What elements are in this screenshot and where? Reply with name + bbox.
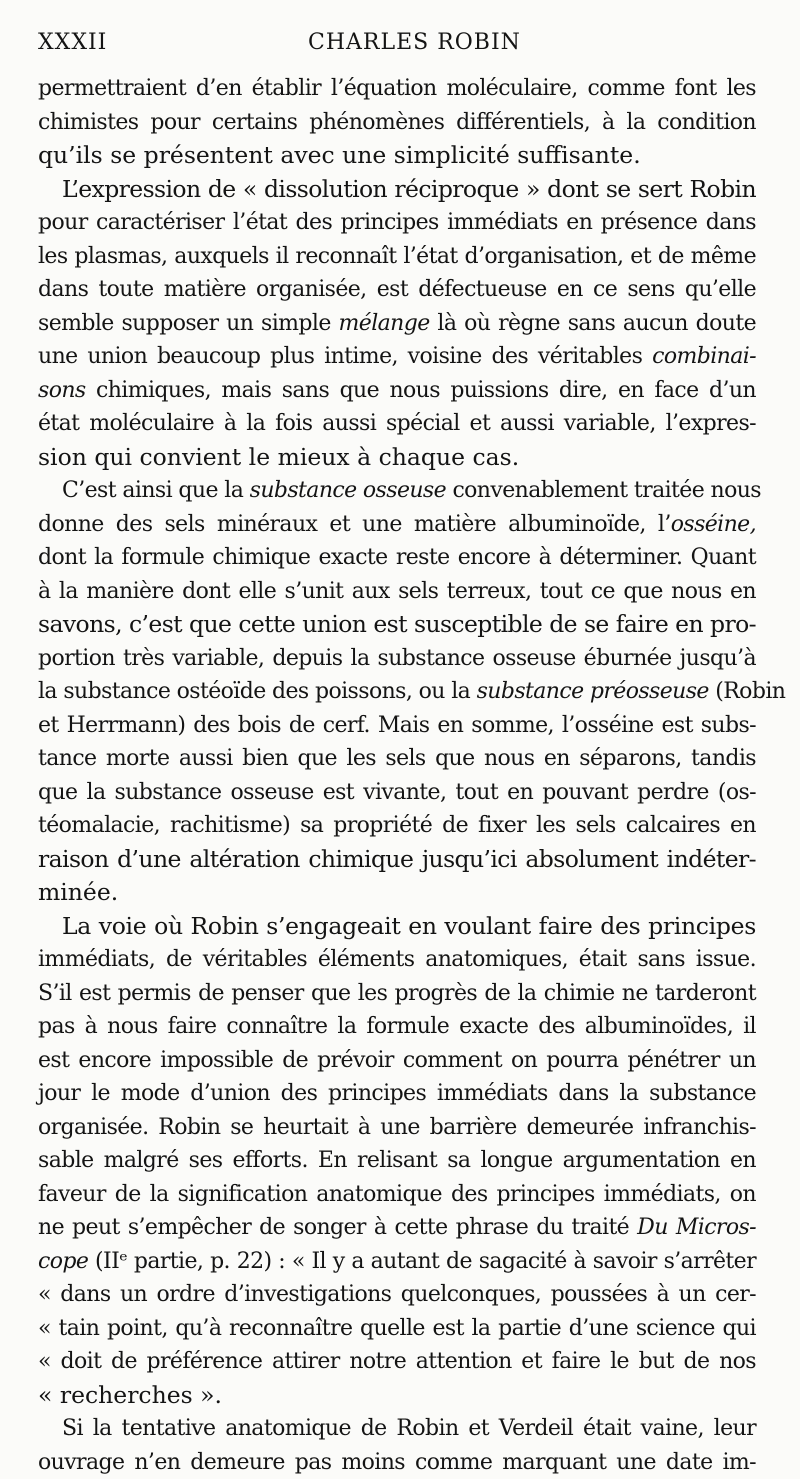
text-run: la substance ostéoïde des poissons, ou la [38,679,477,704]
text-line [38,441,756,475]
text-run: téomalacie, rachitisme) sa propriété de fixer les sels calcaires en [38,813,756,838]
text-line [38,72,756,106]
paragraph [38,72,756,173]
text-run: La voie où Robin s’engageait en voulant faire des principes [62,912,756,940]
text-line [38,776,756,810]
text-run: organisée. Robin se heurtait à une barrière demeurée infranchis- [38,1115,756,1140]
text-run: minée. [38,878,118,906]
italic-text: osséine, [671,512,756,537]
text-line [38,642,756,676]
text-run: sable malgré ses efforts. En relisant sa longue argumentation en [38,1148,756,1173]
text-run: savons, c’est que cette union est susceptible de se faire en pro- [38,610,756,638]
text-line [38,575,756,609]
body-text [38,72,756,1479]
text-run: permettraient d’en établir l’équation moléculaire, comme font les [38,76,756,101]
text-line [38,1044,756,1078]
text-line [38,1211,756,1245]
text-run: sion qui convient le mieux à chaque cas. [38,443,519,471]
text-run: « recherches ». [38,1381,222,1409]
text-line [38,1077,756,1111]
text-line [38,709,756,743]
text-run: une union beaucoup plus intime, voisine des véritables [38,344,652,369]
italic-text: substance préosseuse [477,679,709,704]
text-run: semble supposer un simple [38,311,339,336]
text-run: là où règne sans aucun doute [430,311,756,336]
text-run: que la substance osseuse est vivante, tout en pouvant perdre (os- [38,780,756,805]
italic-text: Du Micros- [637,1215,756,1240]
text-line [38,1178,756,1212]
text-run: raison d’une altération chimique jusqu’ici absolument indéter- [38,845,756,873]
text-line [38,340,756,374]
text-run: dont la formule chimique exacte reste encore à déterminer. Quant [38,545,756,570]
text-run: les plasmas, auxquels il reconnaît l’état d’organisation, et de même [38,244,756,269]
paragraph [38,173,756,475]
text-line [38,843,756,877]
text-line [38,1312,756,1346]
text-line [38,474,756,508]
text-line [38,206,756,240]
text-line [38,876,756,910]
text-run: ouvrage n’en demeure pas moins comme marquant une date im- [38,1450,756,1475]
text-line [38,1245,756,1279]
text-run: portion très variable, depuis la substance osseuse éburnée jusqu’à [38,646,756,671]
text-run: chimistes pour certains phénomènes différentiels, à la condition [38,110,756,135]
text-run: C’est ainsi que la [62,478,250,503]
italic-text: combinai- [652,344,756,369]
text-run: (IIᵉ partie, p. 22) : « Il y a autant de sagacité à savoir s’arrêter [88,1249,756,1274]
text-line [38,608,756,642]
italic-text: sons [38,378,86,403]
paragraph [38,1412,756,1479]
text-run: donne des sels minéraux et une matière albuminoïde, l’ [38,512,671,537]
text-run: pas à nous faire connaître la formule exacte des albuminoïdes, il [38,1014,756,1039]
paragraph [38,910,756,1413]
text-line [38,106,756,140]
text-run: « doit de préférence attirer notre attention et faire le but de nos [38,1349,756,1374]
text-run: dans toute matière organisée, est défectueuse en ce sens qu’elle [38,277,756,302]
text-run: S’il est permis de penser que les progrès de la chimie ne tarderont [38,981,756,1006]
italic-text: substance osseuse [250,478,446,503]
text-line [38,910,756,944]
text-run: ne peut s’empêcher de songer à cette phrase du traité [38,1215,637,1240]
text-line [38,273,756,307]
text-line [38,977,756,1011]
text-line [38,541,756,575]
text-line [38,407,756,441]
text-line [38,742,756,776]
text-line [38,1345,756,1379]
text-run: état moléculaire à la fois aussi spécial et aussi variable, l’expres- [38,411,756,436]
paragraph [38,474,756,910]
text-line [38,139,756,173]
text-run: L’expression de « dissolution réciproque » dont se sert Robin [62,175,756,203]
text-line [38,943,756,977]
text-run: tance morte aussi bien que les sels que nous en séparons, tandis [38,746,756,771]
text-line [38,1010,756,1044]
text-run: qu’ils se présentent avec une simplicité suffisante. [38,141,641,169]
text-line [38,374,756,408]
text-run: (Robin [709,679,785,704]
text-run: pour caractériser l’état des principes immédiats en présence dans [38,210,756,235]
text-run: faveur de la signification anatomique des principes immédiats, on [38,1182,756,1207]
page-number: XXXII [38,30,107,55]
italic-text: mélange [339,311,430,336]
text-line [38,307,756,341]
text-line [38,508,756,542]
text-line [38,240,756,274]
text-run: est encore impossible de prévoir comment on pourra pénétrer un [38,1048,756,1073]
text-line [38,1446,756,1479]
text-line [38,173,756,207]
text-run: chimiques, mais sans que nous puissions dire, en face d’un [86,378,756,403]
text-run: à la manière dont elle s’unit aux sels terreux, tout ce que nous en [38,579,756,604]
text-run: Si la tentative anatomique de Robin et Verdeil était vaine, leur [62,1416,756,1441]
text-run: immédiats, de véritables éléments anatomiques, était sans issue. [38,947,756,972]
text-line [38,1412,756,1446]
text-run: « dans un ordre d’investigations quelconques, poussées à un cer- [38,1282,756,1307]
text-line [38,675,756,709]
text-line [38,1379,756,1413]
text-run: et Herrmann) des bois de cerf. Mais en somme, l’osséine est subs- [38,713,756,738]
page-header [38,30,778,64]
text-line [38,1111,756,1145]
running-head: CHARLES ROBIN [308,30,521,55]
text-run: « tain point, qu’à reconnaître quelle est la partie d’une science qui [38,1316,756,1341]
text-run: jour le mode d’union des principes immédiats dans la substance [38,1081,756,1106]
text-line [38,1278,756,1312]
text-line [38,809,756,843]
italic-text: cope [38,1249,88,1274]
text-run: convenablement traitée nous [446,478,761,503]
text-line [38,1144,756,1178]
